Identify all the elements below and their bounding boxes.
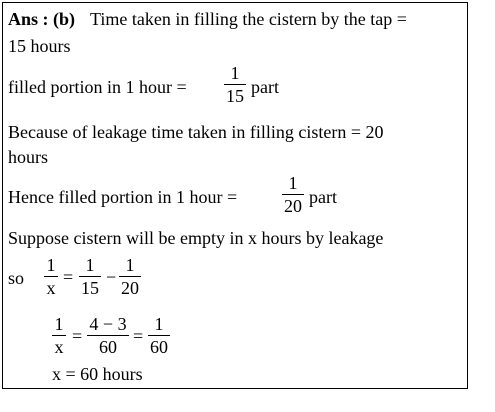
- minus-sign: −: [106, 267, 117, 287]
- fraction-1-15: [79, 256, 101, 297]
- line-suppose: Suppose cistern will be empty in x hours by leakage: [8, 228, 384, 248]
- line-15-hours: 15 hours: [8, 36, 71, 56]
- line-time-tap: Time taken in filling the cistern by the tap =: [90, 9, 407, 29]
- line-leakage: Because of leakage time taken in filling cistern = 20: [8, 122, 384, 142]
- fraction-denominator: 60: [99, 337, 117, 357]
- fraction-numerator: 1: [288, 173, 298, 193]
- fraction-denominator: 15: [226, 86, 244, 106]
- fraction-numerator: 1: [54, 314, 64, 334]
- fraction-denominator: x: [46, 278, 56, 298]
- result-line: x = 60 hours: [52, 364, 143, 384]
- fraction-1-60: [148, 315, 170, 356]
- line-hence-filled: Hence filled portion in 1 hour =: [8, 187, 238, 207]
- fraction-1-x: [52, 315, 66, 356]
- fraction-1-20: [119, 256, 141, 297]
- equals-sign: =: [72, 326, 83, 346]
- fraction-numerator: 1: [125, 255, 135, 275]
- fraction-denominator: 15: [81, 278, 99, 298]
- fraction-1-15: [224, 64, 246, 105]
- fraction-denominator: 20: [121, 278, 139, 298]
- fraction-1-20: [282, 174, 304, 215]
- fraction-numerator: 4 − 3: [89, 314, 127, 334]
- so-label: so: [8, 268, 25, 288]
- fraction-denominator: x: [54, 337, 64, 357]
- equals-sign: =: [133, 326, 144, 346]
- fraction-numerator: 1: [85, 255, 95, 275]
- answer-prefix: Ans : (b): [8, 9, 76, 29]
- equals-sign: =: [63, 267, 74, 287]
- fraction-4-minus-3-over-60: [87, 315, 129, 356]
- fraction-1-x: [44, 256, 58, 297]
- fraction-denominator: 20: [284, 196, 302, 216]
- part-label: part: [251, 77, 279, 97]
- part-label: part: [309, 187, 337, 207]
- fraction-denominator: 60: [150, 337, 168, 357]
- fraction-numerator: 1: [154, 314, 164, 334]
- line-filled-portion: filled portion in 1 hour =: [8, 77, 187, 97]
- fraction-numerator: 1: [230, 63, 240, 83]
- fraction-numerator: 1: [46, 255, 56, 275]
- line-hours: hours: [8, 147, 48, 167]
